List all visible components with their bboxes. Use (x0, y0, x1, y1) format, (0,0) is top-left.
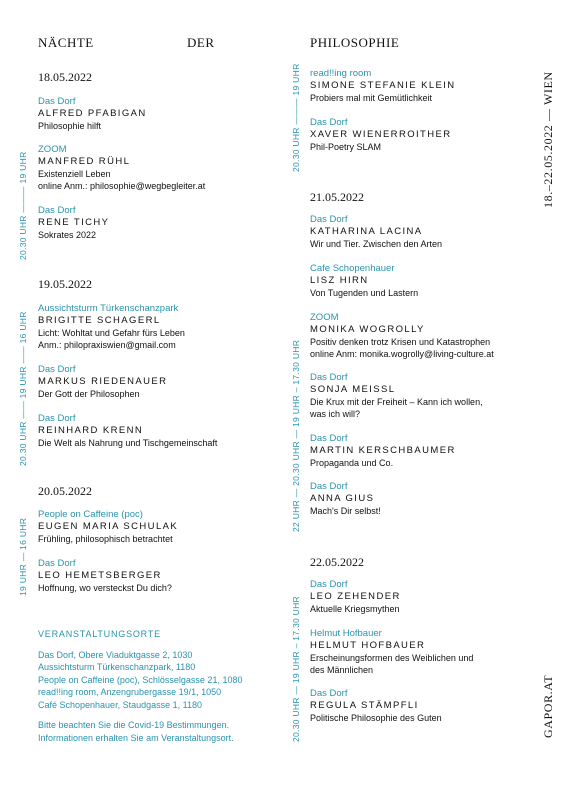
event-left-0 (38, 96, 147, 132)
event-speaker: RENE TICHY (38, 217, 110, 228)
event-venue: Das Dorf (310, 117, 348, 128)
event-title: Wir und Tier. Zwischen den Arten (310, 239, 443, 249)
event-left-5 (38, 413, 217, 449)
event-right-7 (310, 481, 381, 517)
day-heading-20: 20.05.2022 (38, 484, 92, 498)
day-heading-21: 21.05.2022 (310, 190, 364, 204)
event-right-4 (310, 312, 494, 360)
title-word-1: NÄCHTE (38, 35, 94, 50)
event-right-10 (310, 688, 442, 724)
event-venue: ZOOM (38, 144, 67, 155)
event-title: Hoffnung, wo versteckst Du dich? (38, 583, 172, 593)
event-title: Propaganda und Co. (310, 458, 394, 468)
event-speaker: LEO ZEHENDER (310, 591, 401, 602)
event-speaker: SIMONE STEFANIE KLEIN (310, 80, 456, 91)
event-venue: Das Dorf (310, 214, 348, 225)
event-title: Politische Philosophie des Guten (310, 713, 442, 723)
event-title-cont: was ich will? (310, 409, 361, 419)
side-website: GAPOR.AT (541, 674, 555, 738)
event-right-9 (310, 628, 473, 676)
event-venue: Das Dorf (38, 205, 76, 216)
event-note: online Anm: monika.wogrolly@living-culture.at (310, 349, 494, 359)
event-speaker: REINHARD KRENN (38, 425, 144, 436)
time-bar-22: 20.30 UHR — 19 UHR – 17.30 UHR (291, 596, 301, 742)
event-venue: Helmut Hofbauer (310, 628, 382, 639)
event-speaker: REGULA STÄMPFLI (310, 700, 419, 711)
event-venue: Das Dorf (310, 481, 348, 492)
event-speaker: HELMUT HOFBAUER (310, 640, 426, 651)
event-left-4 (38, 364, 167, 400)
event-venue: Das Dorf (38, 96, 76, 107)
covid-note: Informationen erhalten Sie am Veranstaltungsort. (38, 732, 234, 743)
event-title: Licht: Wohltat und Gefahr fürs Leben (38, 328, 185, 338)
venue-line: Das Dorf, Obere Viaduktgasse 2, 1030 (38, 649, 193, 660)
event-note: Anm.: philopraxiswien@gmail.com (38, 340, 176, 350)
event-venue: Cafe Schopenhauer (310, 263, 395, 274)
event-speaker: ANNA GIUS (310, 493, 375, 504)
event-left-3 (38, 303, 185, 351)
event-right-5 (310, 372, 483, 420)
day-heading-22: 22.05.2022 (310, 555, 364, 569)
event-speaker: LEO HEMETSBERGER (38, 570, 162, 581)
event-venue: Das Dorf (310, 579, 348, 590)
event-left-6 (38, 509, 178, 545)
event-speaker: XAVER WIENERROITHER (310, 129, 452, 140)
time-bar-19: 20.30 UHR —— 19 UHR —— 16 UHR (18, 311, 28, 466)
event-venue: read!!ing room (310, 68, 372, 79)
event-speaker: KATHARINA LACINA (310, 226, 423, 237)
event-title: Von Tugenden und Lastern (310, 288, 419, 298)
event-venue: Das Dorf (38, 364, 76, 375)
event-speaker: MANFRED RÜHL (38, 156, 131, 167)
event-speaker: LISZ HIRN (310, 275, 369, 286)
event-venue: Das Dorf (310, 372, 348, 383)
event-right-2 (310, 214, 442, 250)
event-title: Die Welt als Nahrung und Tischgemeinschaft (38, 438, 218, 448)
event-note: online Anm.: philosophie@wegbegleiter.at (38, 181, 206, 191)
time-bar-20: 19 UHR — 16 UHR (18, 517, 28, 596)
time-bar-r1: 20.30 UHR ——— 19 UHR (291, 63, 301, 172)
event-title: Phil-Poetry SLAM (310, 142, 382, 152)
event-venue: Das Dorf (38, 413, 76, 424)
event-title: Sokrates 2022 (38, 230, 97, 240)
event-venue: People on Caffeine (poc) (38, 509, 143, 520)
event-title: Erscheinungsformen des Weiblichen und (310, 653, 474, 663)
event-speaker: ALFRED PFABIGAN (38, 108, 147, 119)
venue-line: People on Caffeine (poc), Schlösselgasse 21, 1080 (38, 674, 243, 685)
event-speaker: SONJA MEISSL (310, 384, 396, 395)
venues-section (38, 628, 242, 744)
event-venue: Das Dorf (38, 558, 76, 569)
title-word-2: DER (187, 35, 215, 50)
event-venue: Aussichtsturm Türkenschanzpark (38, 303, 179, 314)
venue-line: read!!ing room, Anzengrubergasse 19/1, 1050 (38, 687, 222, 697)
event-right-1 (310, 117, 452, 153)
event-right-3 (310, 263, 418, 299)
venues-heading: VERANSTALTUNGSORTE (38, 629, 161, 639)
event-title: Probiers mal mit Gemütlichkeit (310, 93, 433, 103)
event-venue: Das Dorf (310, 688, 348, 699)
event-right-0 (310, 68, 456, 104)
venue-line: Aussichtsturm Türkenschanzpark, 1180 (38, 662, 196, 672)
event-title: Die Krux mit der Freiheit – Kann ich wollen, (310, 397, 483, 407)
event-title: Der Gott der Philosophen (38, 389, 140, 399)
side-dates: 18.–22.05.2022 — WIEN (541, 71, 555, 208)
event-title: Existenziell Leben (38, 169, 111, 179)
event-venue: Das Dorf (310, 433, 348, 444)
event-title: Positiv denken trotz Krisen und Katastrophen (310, 337, 491, 347)
event-right-6 (310, 433, 456, 469)
event-speaker: BRIGITTE SCHAGERL (38, 315, 161, 326)
event-venue: ZOOM (310, 312, 339, 323)
event-title: Frühling, philosophisch betrachtet (38, 534, 173, 544)
event-left-2 (38, 205, 109, 241)
event-title-cont: des Männlichen (310, 665, 374, 675)
title-word-3: PHILOSOPHIE (310, 35, 400, 50)
day-heading-19: 19.05.2022 (38, 277, 92, 291)
time-bar-18: 20.30 UHR ——— 19 UHR (18, 151, 28, 260)
event-left-1 (38, 144, 205, 192)
event-title: Mach's Dir selbst! (310, 506, 381, 516)
day-heading-18: 18.05.2022 (38, 70, 92, 84)
event-speaker: MARKUS RIEDENAUER (38, 376, 168, 387)
event-right-8 (310, 579, 401, 615)
event-left-7 (38, 558, 172, 594)
event-title: Philosophie hilft (38, 121, 102, 131)
venue-line: Café Schopenhauer, Staudgasse 1, 1180 (38, 699, 202, 710)
time-bar-21: 22 UHR — 20.30 UHR — 19 UHR – 17.30 UHR (291, 339, 301, 532)
event-speaker: EUGEN MARIA SCHULAK (38, 521, 179, 532)
covid-note: Bitte beachten Sie die Covid-19 Bestimmungen. (38, 720, 230, 730)
event-speaker: MARTIN KERSCHBAUMER (310, 445, 456, 456)
event-speaker: MONIKA WOGROLLY (310, 324, 425, 335)
event-title: Aktuelle Kriegsmythen (310, 604, 400, 614)
